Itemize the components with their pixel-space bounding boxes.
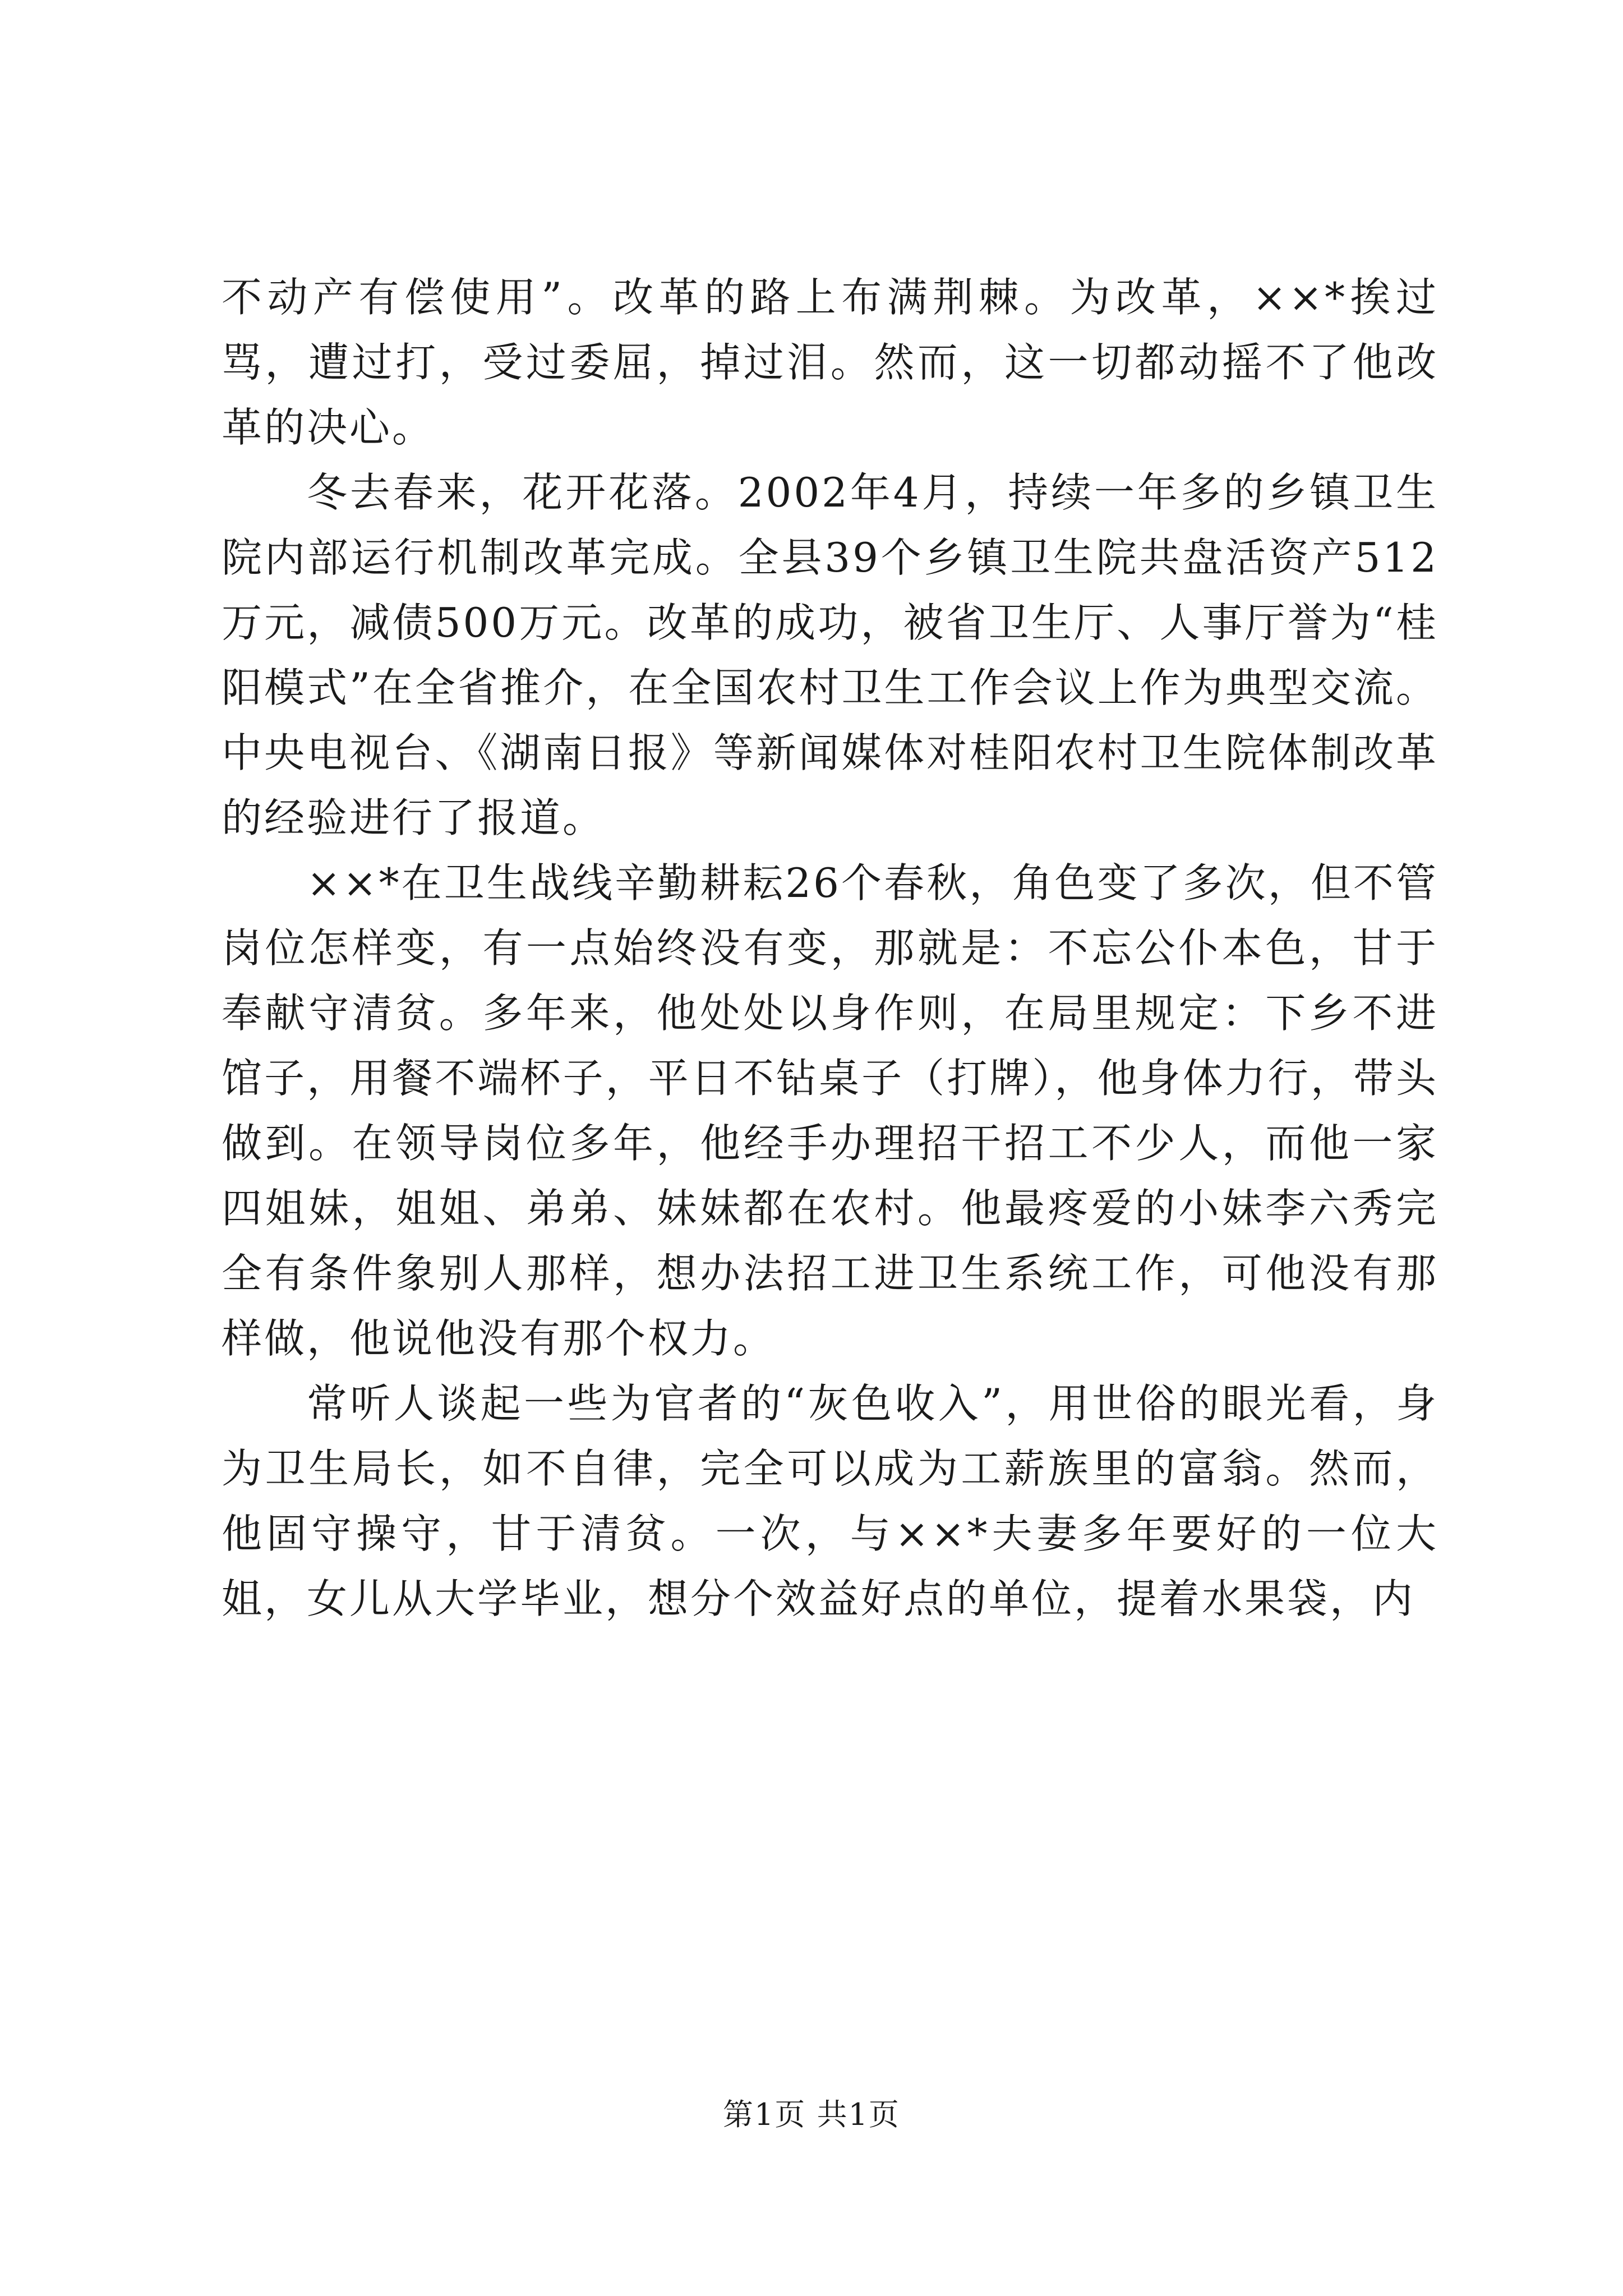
document-body — [222, 265, 1438, 1631]
page-footer: 第1页 共1页 — [723, 2097, 900, 2132]
paragraph-2: 冬去春来，花开花落。2002年4月，持续一年多的乡镇卫生院内部运行机制改革完成。全县39个乡镇卫生院共盘活资产512万元，减债500万元。改革的成功，被省卫生厅、人事厅誉为“桂阳模式”在全省推介，在全国农村卫生工作会议上作为典型交流。中央电视台、《湖南日报》等新闻媒体对桂阳农村卫生院体制改革的经验进行了报道。 — [222, 469, 1438, 841]
paragraph-4: 常听人谈起一些为官者的“灰色收入”，用世俗的眼光看，身为卫生局长，如不自律，完全可以成为工薪族里的富翁。然而，他固守操守，甘于清贫。一次，与××*夫妻多年要好的一位大姐，女儿从大学毕业，想分个效益好点的单位，提着水果袋，内 — [222, 1380, 1438, 1622]
paragraph-3: ××*在卫生战线辛勤耕耘26个春秋，角色变了多次，但不管岗位怎样变，有一点始终没有变，那就是：不忘公仆本色，甘于奉献守清贫。多年来，他处处以身作则，在局里规定：下乡不进馆子，用餐不端杯子，平日不钻桌子（打牌），他身体力行，带头做到。在领导岗位多年，他经手办理招干招工不少人，而他一家四姐妹，姐姐、弟弟、妹妹都在农村。他最疼爱的小妹李六秀完全有条件象别人那样，想办法招工进卫生系统工作，可他没有那样做，他说他没有那个权力。 — [222, 859, 1438, 1362]
paragraph-1: 不动产有偿使用”。改革的路上布满荆棘。为改革，××*挨过骂，遭过打，受过委屈，掉过泪。然而，这一切都动摇不了他改革的决心。 — [222, 274, 1438, 451]
